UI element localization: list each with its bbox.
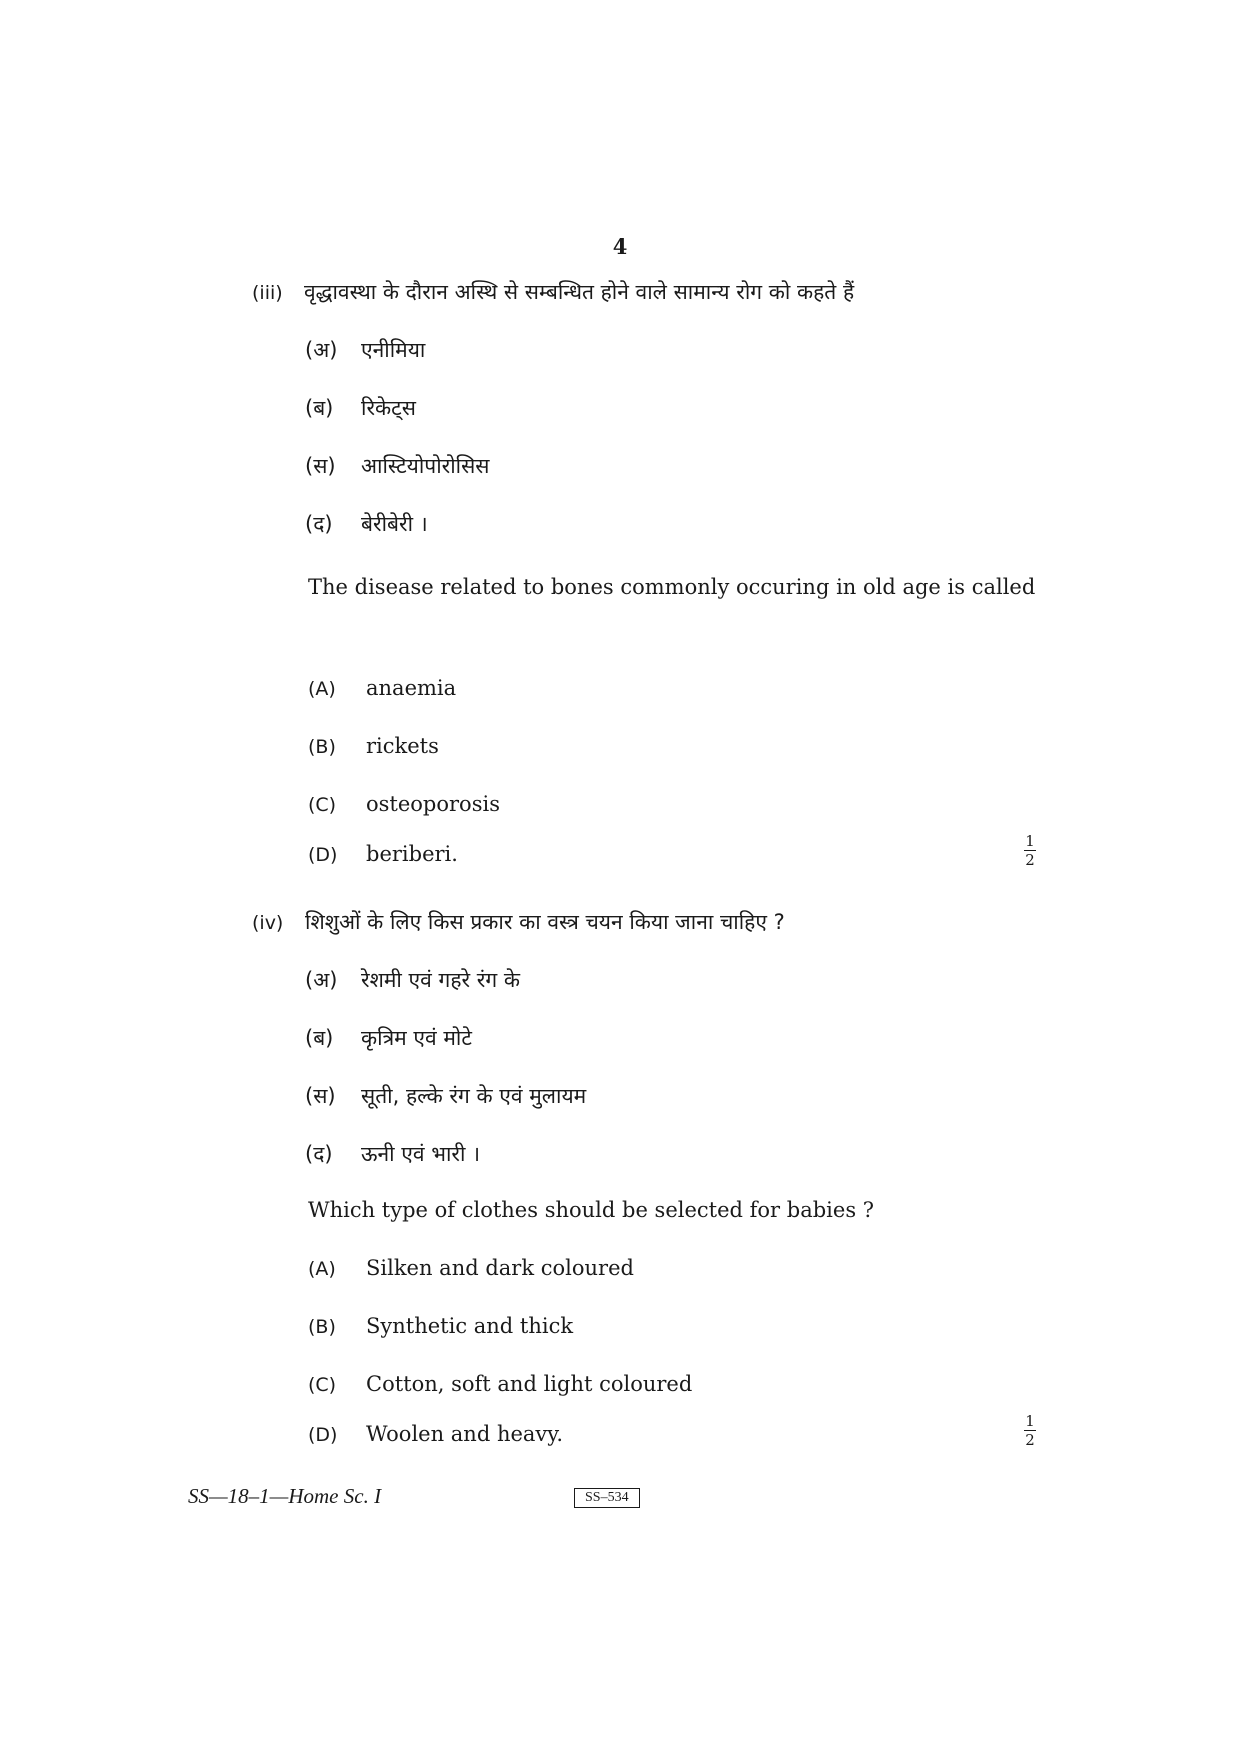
option-label: (D) xyxy=(308,1424,338,1446)
option-text: सूती, हल्के रंग के एवं मुलायम xyxy=(361,1084,587,1108)
option-hindi xyxy=(305,452,490,480)
option-english xyxy=(308,734,439,758)
series-code-box: SS–534 xyxy=(574,1488,640,1508)
option-english xyxy=(308,1372,692,1396)
option-hindi xyxy=(305,1024,472,1052)
option-label: (ब) xyxy=(305,1026,334,1050)
marks-denominator: 2 xyxy=(1025,1431,1035,1449)
option-hindi xyxy=(305,1140,480,1168)
option-text: anaemia xyxy=(366,676,457,700)
option-english xyxy=(308,842,458,866)
option-label: (A) xyxy=(308,1258,336,1280)
option-label: (द) xyxy=(305,512,333,536)
option-english xyxy=(308,676,456,700)
page-number: 4 xyxy=(612,234,628,259)
option-text: rickets xyxy=(366,734,439,758)
option-hindi xyxy=(305,966,520,994)
option-english xyxy=(308,1314,573,1338)
question-text-english: The disease related to bones commonly occuring in old age is called xyxy=(308,575,1036,599)
option-label: (B) xyxy=(308,736,336,758)
option-text: Woolen and heavy. xyxy=(366,1422,564,1446)
question-text-hindi: वृद्धावस्था के दौरान अस्थि से सम्बन्धित होने वाले सामान्य रोग को कहते हैं xyxy=(304,280,855,304)
option-text: रिकेट्स xyxy=(361,396,416,420)
option-label: (द) xyxy=(305,1142,333,1166)
option-label: (ब) xyxy=(305,396,334,420)
option-label: (स) xyxy=(305,1084,336,1108)
option-label: (A) xyxy=(308,678,336,700)
option-text: ऊनी एवं भारी । xyxy=(361,1142,481,1166)
option-english xyxy=(308,1422,563,1446)
option-text: Cotton, soft and light coloured xyxy=(366,1372,693,1396)
question-number: (iii) xyxy=(252,282,283,304)
paper-code: SS—18–1—Home Sc. I xyxy=(188,1484,382,1508)
option-hindi xyxy=(305,510,428,538)
marks-denominator: 2 xyxy=(1025,851,1035,869)
option-label: (अ) xyxy=(305,968,338,992)
option-text: रेशमी एवं गहरे रंग के xyxy=(361,968,520,992)
option-text: आस्टियोपोरोसिस xyxy=(361,454,490,478)
option-label: (अ) xyxy=(305,338,338,362)
option-text: osteoporosis xyxy=(366,792,500,816)
option-label: (C) xyxy=(308,794,337,816)
option-english xyxy=(308,1256,634,1280)
question-number: (iv) xyxy=(252,912,284,934)
marks-fraction xyxy=(1024,833,1036,868)
option-hindi xyxy=(305,394,416,422)
question-text-english: Which type of clothes should be selected for babies ? xyxy=(308,1198,875,1222)
option-text: Silken and dark coloured xyxy=(366,1256,634,1280)
option-text: बेरीबेरी । xyxy=(361,512,428,536)
option-text: कृत्रिम एवं मोटे xyxy=(361,1026,472,1050)
option-label: (स) xyxy=(305,454,336,478)
option-label: (D) xyxy=(308,844,338,866)
option-text: beriberi. xyxy=(366,842,458,866)
question-text-hindi: शिशुओं के लिए किस प्रकार का वस्त्र चयन किया जाना चाहिए ? xyxy=(305,910,785,934)
option-hindi xyxy=(305,336,425,364)
marks-fraction xyxy=(1024,1413,1036,1448)
marks-numerator: 1 xyxy=(1025,1412,1035,1430)
option-text: एनीमिया xyxy=(361,338,426,362)
option-hindi xyxy=(305,1082,586,1110)
marks-numerator: 1 xyxy=(1025,832,1035,850)
option-text: Synthetic and thick xyxy=(366,1314,574,1338)
option-english xyxy=(308,792,500,816)
option-label: (C) xyxy=(308,1374,337,1396)
option-label: (B) xyxy=(308,1316,336,1338)
